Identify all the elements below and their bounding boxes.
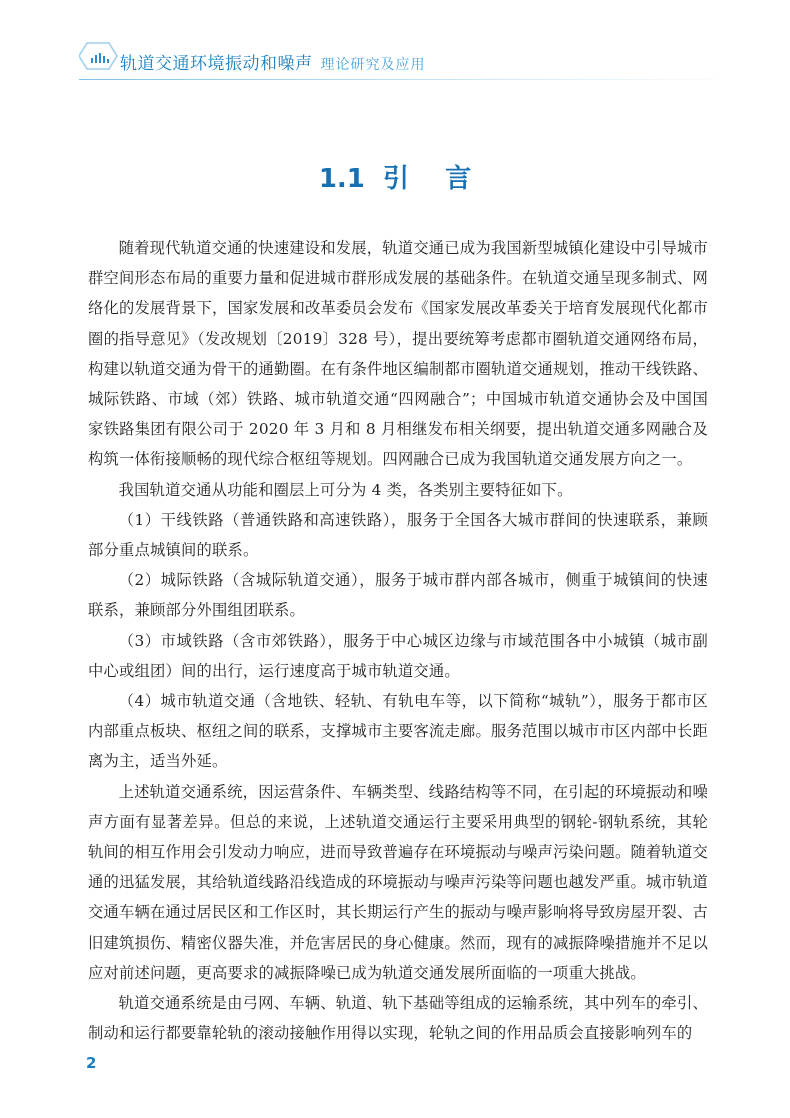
body-text [88,233,708,1048]
page-number: 2 [86,1054,97,1072]
paragraph: 轨道交通系统是由弓网、车辆、轨道、轨下基础等组成的运输系统，其中列车的牵引、制动和运行都要靠轮轨的滚动接触作用得以实现，轮轨之间的作用品质会直接影响列车的 [88,994,708,1043]
book-logo-icon [79,41,119,75]
paragraph: （4）城市轨道交通（含地铁、轻轨、有轨电车等，以下简称“城轨”），服务于都市区内部重点板块、枢纽之间的联系，支撑城市主要客流走廊。服务范围以城市市区内部中长距离为主，适当外延。 [88,692,708,771]
book-title-sub: 理论研究及应用 [320,57,426,73]
paragraph: （2）城际铁路（含城际轨道交通），服务于城市群内部各城市，侧重于城镇间的快速联系，兼顾部分外围组团联系。 [88,571,708,620]
paragraph: 上述轨道交通系统，因运营条件、车辆类型、线路结构等不同，在引起的环境振动和噪声方面有显著差异。但总的来说，上述轨道交通运行主要采用典型的钢轮-钢轨系统，其轮轨间的相互作用会引发动力响应，进而导致普遍存在环境振动与噪声污染问题。随着轨道交通的迅猛发展，其给轨道线路沿线造成的环境振动与噪声污染等问题也越发严重。城市轨道交通车辆在通过居民区和工作区时，其长期运行产生的振动与噪声影响将导致房屋开裂、古旧建筑损伤、精密仪器失准，并危害居民的身心健康。然而，现有的减振降噪措施并不足以应对前述问题，更高要求的减振降噪已成为轨道交通发展所面临的一项重大挑战。 [88,782,708,982]
book-title [120,49,426,74]
paragraph: （1）干线铁路（普通铁路和高速铁路），服务于全国各大城市群间的快速联系，兼顾部分重点城镇间的联系。 [88,510,708,560]
book-title-main: 轨道交通环境振动和噪声 [120,54,313,74]
section-heading: 1.1 引 言 [318,164,472,194]
paragraph: （3）市域铁路（含市郊铁路），服务于中心城区边缘与市域范围各中小城镇（城市副中心或组团）间的出行，运行速度高于城市轨道交通。 [88,631,708,680]
header-divider [79,79,739,80]
running-header [0,0,790,92]
paragraph: 随着现代轨道交通的快速建设和发展，轨道交通已成为我国新型城镇化建设中引导城市群空间形态布局的重要力量和促进城市群形成发展的基础条件。在轨道交通呈现多制式、网络化的发展背景下，国家发展和改革委员会发布《国家发展改革委关于培育发展现代化都市圈的指导意见》（发改规划〔2019〕328 号），提出要统筹考虑都市圈轨道交通网络布局，构建以轨道交通为骨干的通勤圈。在有条件地区编制都市圈轨道交通规划，推动干线铁路、城际铁路、市域（郊）铁路、城市轨道交通“四网融合”；中国城市轨道交通协会及中国国家铁路集团有限公司于 2020 年 3 月和 8 月相继发布相关纲要，提出轨道交通多网融合及构筑一体衔接顺畅的现代综合枢纽等规划。四网融合已成为我国轨道交通发展方向之一。 [88,239,708,469]
paragraph: 我国轨道交通从功能和圈层上可分为 4 类，各类别主要特征如下。 [118,480,573,499]
